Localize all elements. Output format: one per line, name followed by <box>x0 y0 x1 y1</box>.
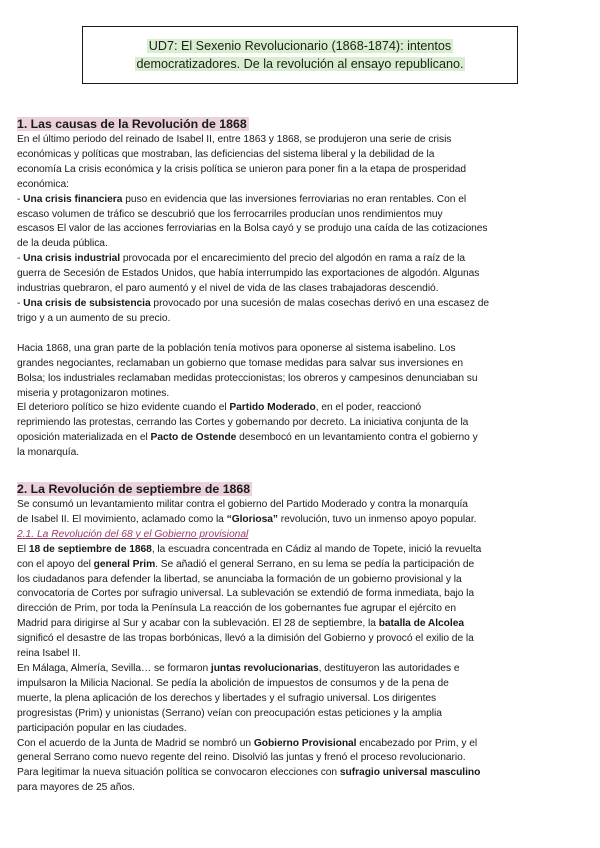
bold-term: Una crisis industrial <box>23 253 121 265</box>
bold-term: 18 de septiembre de 1868 <box>28 543 152 555</box>
text-fragment: encabezado por Prim, y el <box>356 737 478 749</box>
text-fragment: Para legitimar la nueva situación política se convocaron elecciones con <box>17 767 340 779</box>
text-line: guerra de Secesión de Estados Unidos, que había interrumpido las exportaciones de algodón. Algunas <box>17 268 480 280</box>
bold-term: juntas revolucionarias <box>210 662 319 674</box>
title-line-1: UD7: El Sexenio Revolucionario (1868-1874): intentos <box>148 39 452 53</box>
text-line: participación popular en las ciudades. <box>17 722 187 734</box>
title-box <box>82 26 518 84</box>
text-line: reina Isabel II. <box>17 648 81 660</box>
text-fragment: , en el poder, reaccionó <box>315 402 422 414</box>
text-line: la monarquía. <box>17 447 80 459</box>
text-fragment: Con el acuerdo de la Junta de Madrid se nombró un <box>17 737 254 749</box>
text-line: económica: <box>17 178 69 190</box>
text-line: reprimiendo las protestas, cerrando las Cortes y gobernando por decreto. La iniciativa conjunta de la <box>17 417 469 429</box>
title-line-2: democratizadores. De la revolución al ensayo republicano. <box>136 57 464 71</box>
text-line: economía La crisis económica y la crisis política se unieron para poner fin a la etapa de prosperidad <box>17 163 467 175</box>
subsection-heading[interactable]: 2.1. La Revolución del 68 y el Gobierno provisional <box>17 528 249 540</box>
text-fragment: El deterioro político se hizo evidente cuando el <box>17 402 230 414</box>
text-line <box>17 543 587 558</box>
text-line: industrias quebraron, el paro aumentó y el nivel de vida de las clases trabajadoras descendió. <box>17 283 439 295</box>
text-fragment: El <box>17 543 29 555</box>
text-line: para mayores de 25 años. <box>17 782 135 794</box>
text-line: miseria y protagonizaron motines. <box>17 387 170 399</box>
text-line: Bolsa; los industriales reclamaban medidas proteccionistas; los obreros y campesinos denunciaban su <box>17 372 478 384</box>
causes-paragraph-group <box>17 133 587 327</box>
bold-term: sufragio universal masculino <box>339 767 481 779</box>
text-fragment: - <box>17 193 24 205</box>
text-line <box>17 297 587 312</box>
bold-term: “Gloriosa” <box>226 513 278 525</box>
revolution-intro-group <box>17 498 587 528</box>
text-line: progresistas (Prim) y unionistas (Serrano) veían con preocupación estas peticiones y la amplia <box>17 707 442 719</box>
text-line <box>17 513 587 528</box>
text-fragment: . Se añadió el general Serrano, en su lema se pedía la participación de <box>155 558 475 570</box>
text-line <box>17 662 587 677</box>
text-line <box>17 558 587 573</box>
text-line: los ciudadanos para defender la libertad, se anunciaba la formación de un gobierno provisional y la <box>17 573 462 585</box>
section-heading-causes: 1. Las causas de la Revolución de 1868 <box>17 117 247 131</box>
text-line <box>17 617 587 632</box>
text-fragment: con el apoyo del <box>17 558 94 570</box>
text-fragment: revolución, tuvo un inmenso apoyo popular. <box>277 513 477 525</box>
text-line: En el último periodo del reinado de Isabel II, entre 1863 y 1868, se produjeron una serie de crisis <box>17 134 452 145</box>
bold-term: Partido Moderado <box>229 402 316 414</box>
text-line: trigo y a un aumento de su precio. <box>17 312 171 324</box>
text-line: Se consumó un levantamiento militar contra el gobierno del Partido Moderado y contra la monarquía <box>17 499 468 510</box>
text-fragment: - <box>17 253 24 265</box>
text-line <box>17 737 587 752</box>
text-line <box>17 401 587 416</box>
text-line: muerte, la plena aplicación de los derechos y libertades y el sufragio universal. Los dirigentes <box>17 692 437 704</box>
text-line: impulsaron la Milicia Nacional. Se pedía la abolición de impuestos de consumos y de la pena de <box>17 677 449 689</box>
text-line <box>17 766 587 781</box>
text-line: económicas y políticas que mostraban, las deficiencias del sistema liberal y la debilidad de la <box>17 148 435 160</box>
text-fragment: Madrid para dirigirse al Sur y acabar con la sublevación. El 28 de septiembre, la <box>17 618 379 630</box>
section-revolution <box>17 481 587 796</box>
bold-term: batalla de Alcolea <box>378 618 464 630</box>
text-fragment: provocada por el encarecimiento del precio del algodón en rama a raíz de la <box>120 253 466 265</box>
text-line: dirección de Prim, por toda la Península La reacción de los gobernantes fue agrupar el ejército en <box>17 603 456 615</box>
text-fragment: de Isabel II. El movimiento, aclamado como la <box>17 513 227 525</box>
text-fragment: En Málaga, Almería, Sevilla… se formaron <box>17 662 211 674</box>
bold-term: Gobierno Provisional <box>253 737 357 749</box>
bold-term: Pacto de Ostende <box>150 432 237 444</box>
text-line: grandes negociantes, reclamaban un gobierno que tomase medidas para salvar sus inversiones en <box>17 357 464 369</box>
text-line: Hacia 1868, una gran parte de la población tenía motivos para oponerse al sistema isabelino. Los <box>17 342 456 354</box>
text-line: general Serrano como nuevo regente del reino. Disolvió las juntas y frenó el proceso revolucionario. <box>17 752 466 764</box>
revolution-body-group <box>17 543 587 796</box>
text-fragment: desembocó en un levantamiento contra el gobierno y <box>236 432 478 444</box>
text-line: escaso volumen de tráfico se descubrió que los ferrocarriles producían unos rendimientos muy <box>17 208 443 220</box>
text-line: de la deuda pública. <box>17 238 108 250</box>
text-fragment: provocado por una sucesión de malas cosechas derivó en una escasez de <box>150 297 490 309</box>
section-heading-revolution: 2. La Revolución de septiembre de 1868 <box>17 482 251 496</box>
text-line <box>17 193 587 208</box>
text-line: significó el desastre de las tropas borbónicas, llevó a la dimisión del Gobierno y provocó el exilio de la <box>17 633 474 645</box>
text-line <box>17 431 587 446</box>
text-fragment: - <box>17 297 24 309</box>
opposition-paragraph-group <box>17 342 587 461</box>
text-fragment: puso en evidencia que las inversiones ferroviarias no eran rentables. Con el <box>122 193 467 205</box>
bold-term: general Prim <box>93 558 156 570</box>
text-fragment: , la escuadra concentrada en Cádiz al mando de Topete, inició la revuelta <box>151 543 482 555</box>
text-line: convocatoria de Cortes por sufragio universal. La sublevación se extendió de forma inmediata, bajo la <box>17 588 475 600</box>
text-fragment: , destituyeron las autoridades e <box>318 662 460 674</box>
section-causes <box>17 116 587 461</box>
text-line <box>17 252 587 267</box>
text-fragment: oposición materializada en el <box>17 432 151 444</box>
text-line: escasos El valor de las acciones ferroviarias en la Bolsa cayó y se produjo una caída de las cotizaciones <box>17 223 488 235</box>
bold-term: Una crisis financiera <box>23 193 123 205</box>
bold-term: Una crisis de subsistencia <box>23 297 151 309</box>
